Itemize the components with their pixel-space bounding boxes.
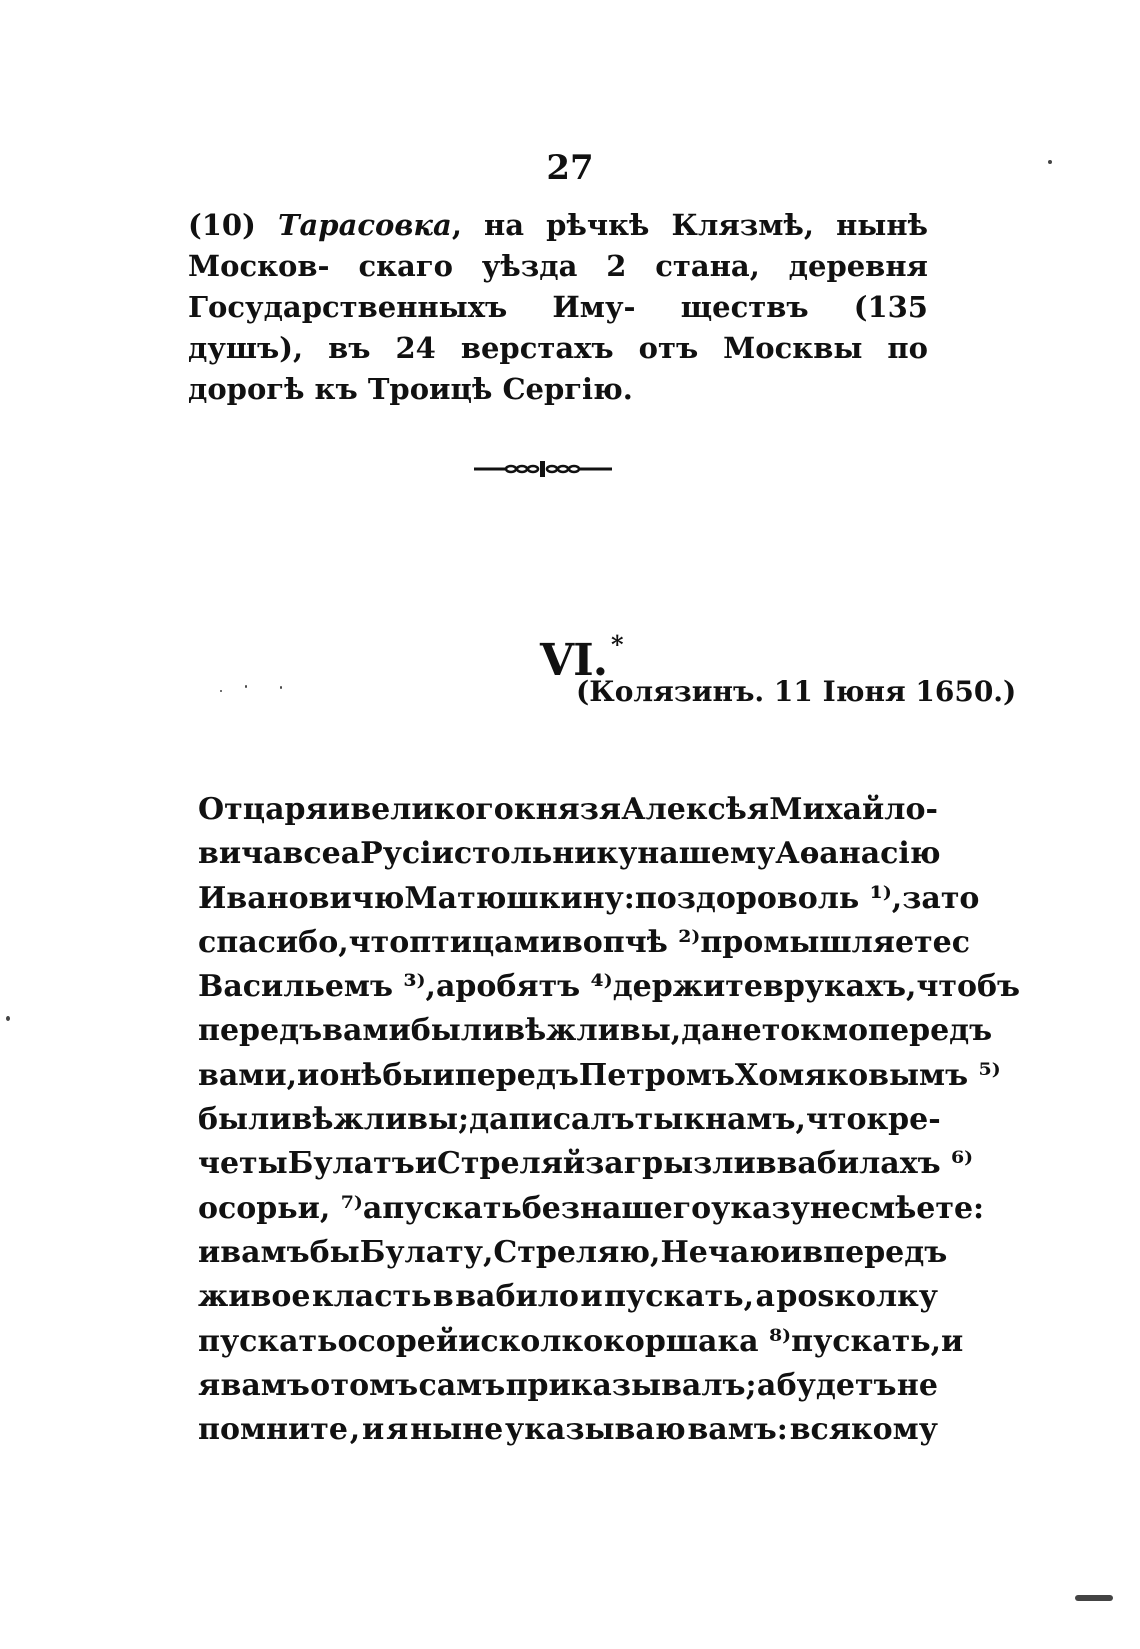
body-word: класть xyxy=(311,1279,432,1315)
body-word: птицами xyxy=(409,924,562,960)
body-word: промышляете xyxy=(700,924,952,960)
scan-speck xyxy=(280,686,282,689)
scan-speck xyxy=(6,1016,10,1021)
body-word: смѣете: xyxy=(850,1190,985,1226)
body-line xyxy=(198,1142,974,1186)
body-word: осорьи, ⁷⁾ xyxy=(198,1190,363,1226)
body-word: Стреляю, xyxy=(493,1234,661,1270)
body-line xyxy=(198,965,1021,1009)
body-word: да xyxy=(681,1013,721,1049)
body-word: нашего xyxy=(580,1190,712,1226)
footnote-title: Тарасовка xyxy=(277,208,452,242)
body-word: что xyxy=(348,924,410,960)
body-word: Нечаю xyxy=(660,1234,781,1270)
body-line xyxy=(198,1408,938,1452)
body-word: за xyxy=(902,880,941,916)
body-word: помните xyxy=(198,1412,348,1448)
body-word: и xyxy=(198,1234,221,1270)
body-word: не xyxy=(809,1190,851,1226)
footnote xyxy=(188,205,928,410)
body-word: писалъ xyxy=(508,1102,635,1138)
body-word: коршака ⁸⁾ xyxy=(603,1323,792,1359)
body-word: здороволь ¹⁾, xyxy=(676,880,903,916)
body-word: Русіи xyxy=(360,836,454,872)
body-word: осорей xyxy=(337,1323,459,1359)
body-word: я xyxy=(386,1412,409,1448)
body-word: вамъ xyxy=(220,1234,310,1270)
body-word: Аѳанасію xyxy=(775,836,941,872)
scan-speck xyxy=(1075,1595,1113,1601)
body-line xyxy=(198,788,938,832)
ornament-divider xyxy=(0,458,1140,478)
body-word: князя xyxy=(513,792,622,827)
body-word: вамъ xyxy=(220,1367,310,1403)
section-numeral: VI. xyxy=(540,635,608,686)
body-word: да xyxy=(469,1102,509,1138)
body-word: что xyxy=(805,1102,867,1138)
body-word: От xyxy=(198,792,243,827)
body-word: Булату, xyxy=(359,1234,494,1270)
body-word: рукахъ, xyxy=(783,969,917,1005)
body-word: вича xyxy=(198,836,283,872)
footnote-line: , на рѣчкѣ Клязмѣ, нынѣ Москов- xyxy=(188,208,928,283)
body-word: четы xyxy=(198,1146,288,1182)
body-word: царя xyxy=(242,792,328,827)
body-line xyxy=(198,1275,938,1319)
body-word: Васильемъ ³⁾, xyxy=(198,969,436,1005)
body-line xyxy=(198,832,941,876)
body-word: а xyxy=(362,1190,383,1226)
body-word: спасибо, xyxy=(198,924,349,960)
body-word: не xyxy=(896,1367,938,1403)
body-word: то xyxy=(940,880,980,916)
body-word: бы xyxy=(382,1057,433,1093)
body-line xyxy=(198,1320,964,1364)
body-word: вабило xyxy=(455,1279,579,1315)
body-word: вами, xyxy=(198,1057,298,1093)
body-word: по xyxy=(634,880,677,916)
body-word: будетъ xyxy=(776,1367,897,1403)
body-word: томъ xyxy=(330,1367,419,1403)
body-line xyxy=(198,1364,938,1408)
body-word: я xyxy=(198,1367,221,1403)
body-word: держите xyxy=(612,969,763,1005)
body-line xyxy=(198,1009,993,1053)
body-word: и xyxy=(297,1057,320,1093)
body-word: к xyxy=(683,1102,706,1138)
body-word: Стреляй xyxy=(437,1146,586,1182)
body-word: сколко xyxy=(480,1323,604,1359)
section-date: (Колязинъ. 11 Іюня 1650.) xyxy=(576,675,1017,708)
body-text xyxy=(198,788,1021,1452)
footnote-line: скаго уѣзда 2 стана, деревня Государственныхъ Иму- xyxy=(188,249,928,324)
body-word: токмо xyxy=(761,1013,869,1049)
body-line xyxy=(198,877,980,921)
body-line xyxy=(198,1054,1001,1098)
page-number: 27 xyxy=(546,148,594,188)
body-word: вабилахъ ⁶⁾ xyxy=(776,1146,974,1182)
body-word: загрызли xyxy=(585,1146,756,1182)
body-word: в xyxy=(755,1146,777,1182)
body-word: вѣжливы; xyxy=(291,1102,470,1138)
body-line xyxy=(198,1187,985,1231)
body-word: вопчѣ ²⁾ xyxy=(561,924,701,960)
body-word: и xyxy=(327,792,351,827)
body-word: указу xyxy=(711,1190,810,1226)
body-word: ты xyxy=(634,1102,684,1138)
body-word: без xyxy=(521,1190,581,1226)
body-word: робятъ ⁴⁾ xyxy=(455,969,613,1005)
body-word: великого xyxy=(350,792,514,827)
body-word: с xyxy=(951,924,971,960)
body-line xyxy=(198,921,971,965)
body-word: передъ xyxy=(454,1057,579,1093)
body-word: Матюшкину: xyxy=(404,880,635,916)
body-word: о xyxy=(310,1367,331,1403)
scan-speck xyxy=(220,690,222,692)
body-word: впередъ xyxy=(802,1234,948,1270)
body-word: и xyxy=(432,1057,455,1093)
body-word: нашему xyxy=(637,836,776,872)
body-word: вамъ: xyxy=(687,1412,788,1448)
body-word: пускать xyxy=(198,1323,338,1359)
body-word: передъ xyxy=(868,1013,993,1049)
body-word: стольнику xyxy=(453,836,638,872)
body-word: не xyxy=(720,1013,762,1049)
scan-speck xyxy=(1048,160,1052,164)
body-word: в xyxy=(432,1279,454,1315)
body-word: , xyxy=(349,1412,361,1448)
body-word: пускать, xyxy=(791,1323,942,1359)
body-word: пускать, xyxy=(604,1279,755,1315)
body-word: Михайло- xyxy=(769,792,938,827)
body-word: всеа xyxy=(282,836,361,872)
footnote-line: ществъ (135 душъ), въ 24 верстахъ отъ Москвы по xyxy=(188,290,928,365)
body-word: Петромъ xyxy=(578,1057,735,1093)
body-word: вами xyxy=(322,1013,411,1049)
body-word: Хомяковымъ ⁵⁾ xyxy=(734,1057,1001,1093)
footnote-line: дорогѣ къ Троицѣ Сергію. xyxy=(188,372,633,406)
body-word: живое xyxy=(198,1279,311,1315)
body-line xyxy=(198,1098,941,1142)
body-word: онѣ xyxy=(319,1057,383,1093)
body-word: а xyxy=(435,969,456,1005)
footnote-marker: (10) xyxy=(188,208,256,242)
body-word: Алексѣя xyxy=(621,792,770,827)
section-asterisk: * xyxy=(611,630,623,659)
body-word: всякому xyxy=(789,1412,938,1448)
body-word: пускать xyxy=(382,1190,522,1226)
body-word: и xyxy=(941,1323,964,1359)
body-word: были xyxy=(410,1013,505,1049)
body-word: вѣжливы, xyxy=(504,1013,682,1049)
scan-speck xyxy=(245,685,247,688)
body-word: указываю xyxy=(505,1412,686,1448)
body-word: были xyxy=(198,1102,292,1138)
body-word: а xyxy=(755,1279,775,1315)
body-line xyxy=(198,1231,948,1275)
body-word: и xyxy=(780,1234,803,1270)
body-word: Булатъ xyxy=(287,1146,415,1182)
body-word: и xyxy=(580,1279,603,1315)
body-word: ныне xyxy=(410,1412,504,1448)
body-word: в xyxy=(762,969,784,1005)
body-word: самъ xyxy=(418,1367,506,1403)
body-word: posколку xyxy=(776,1279,938,1315)
body-word: и xyxy=(362,1412,385,1448)
body-word: а xyxy=(756,1367,777,1403)
body-word: приказывалъ; xyxy=(505,1367,757,1403)
body-word: намъ, xyxy=(705,1102,806,1138)
body-word: передъ xyxy=(198,1013,323,1049)
body-word: и xyxy=(458,1323,481,1359)
body-word: бы xyxy=(309,1234,360,1270)
body-word: чтобъ xyxy=(916,969,1021,1005)
body-word: и xyxy=(414,1146,438,1182)
body-word: Ивановичю xyxy=(198,880,405,916)
body-word: кре- xyxy=(866,1102,941,1138)
